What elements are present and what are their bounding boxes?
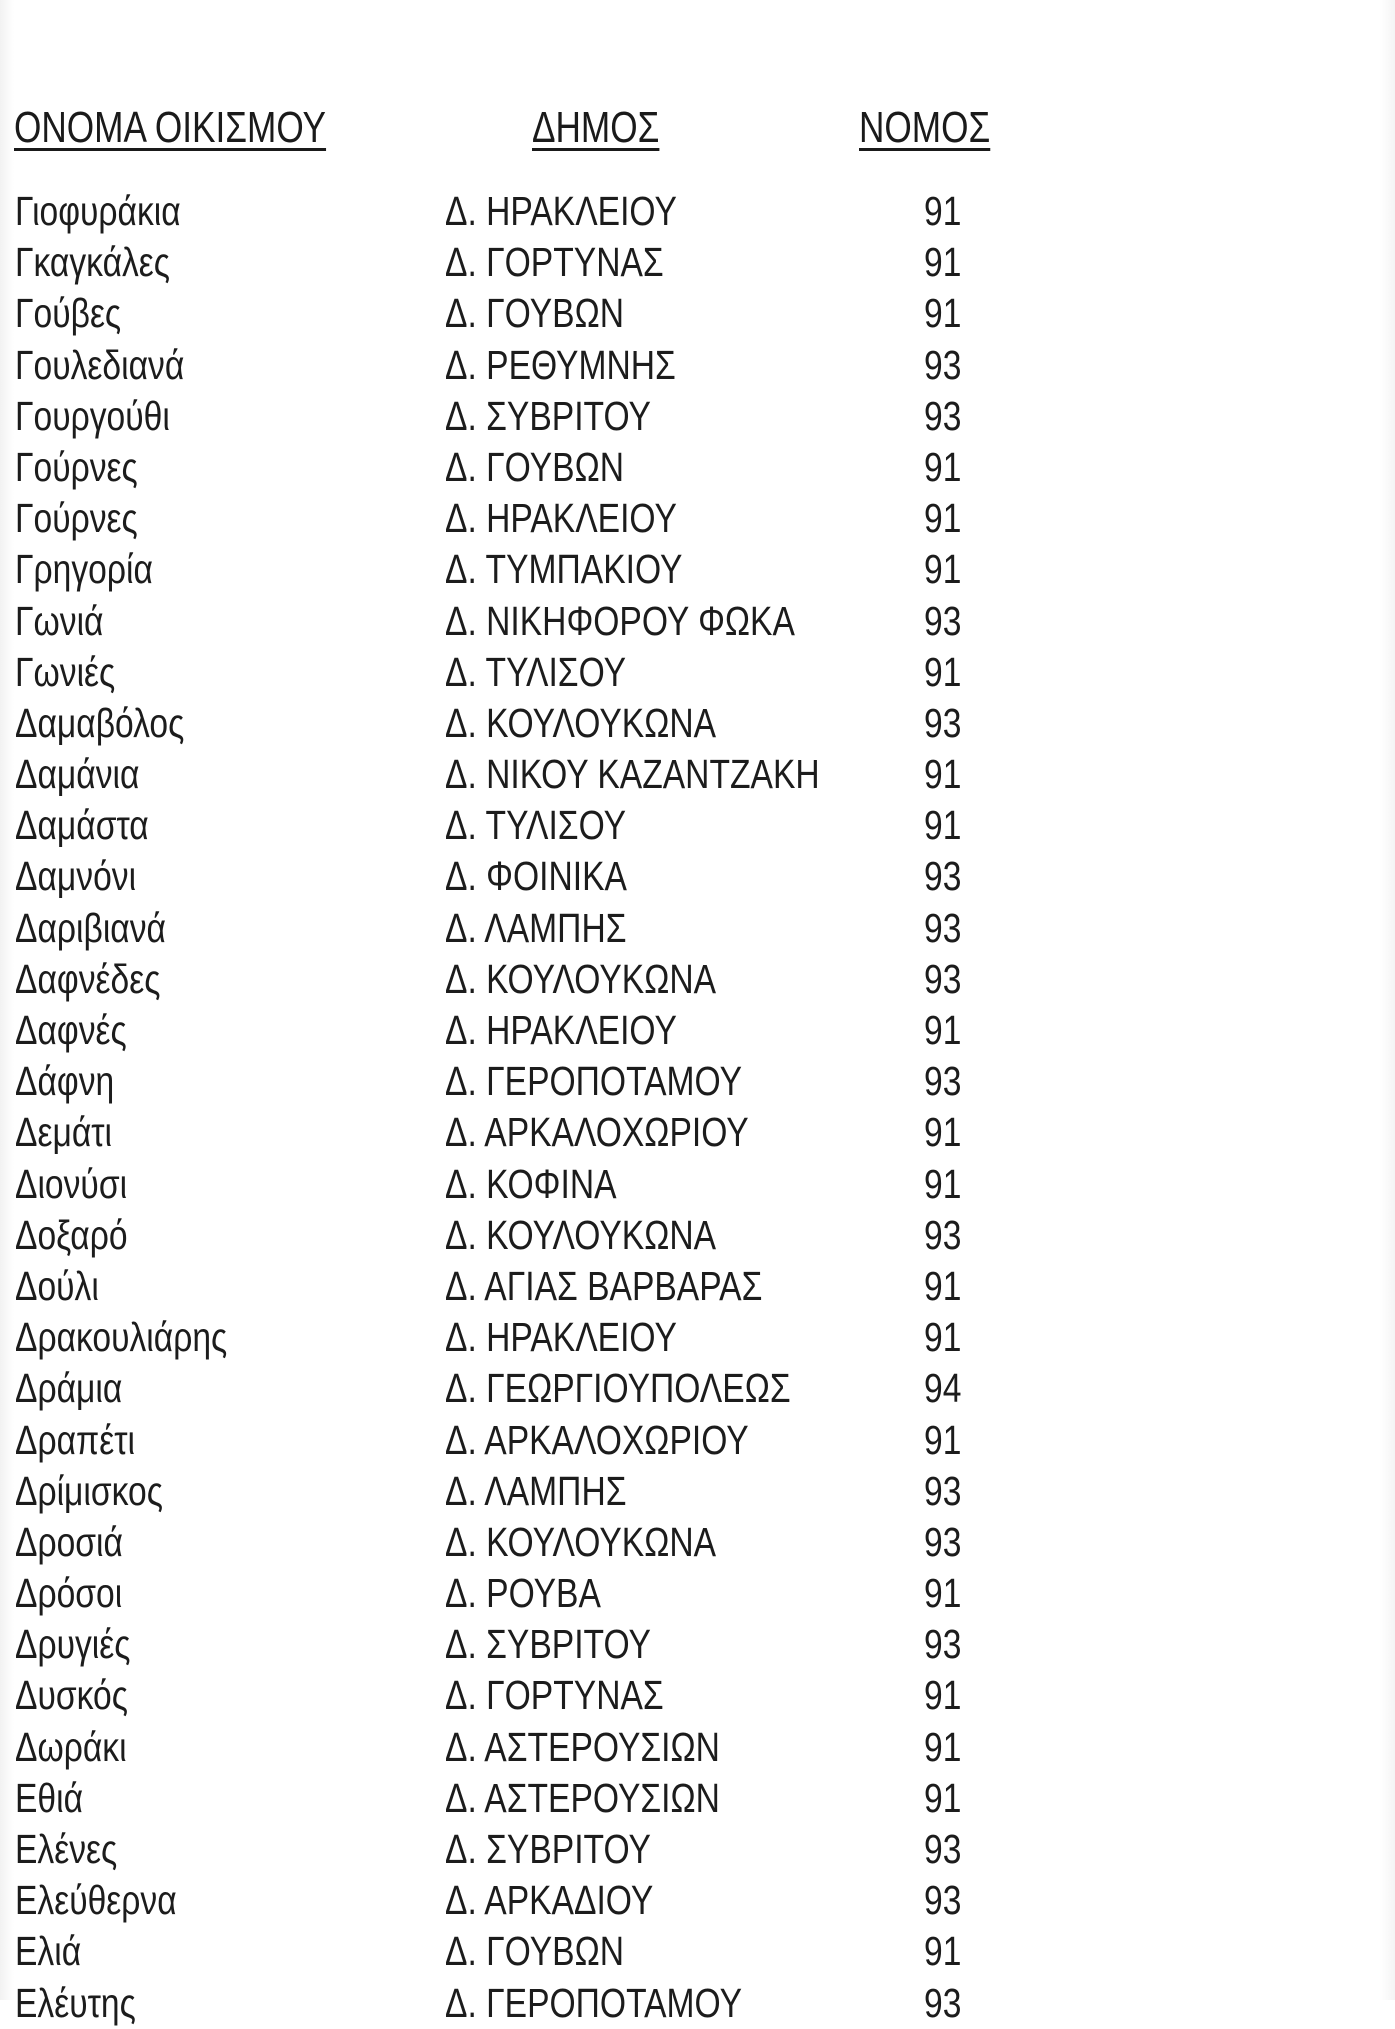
prefecture-code: 93: [924, 597, 962, 644]
prefecture-code: 91: [924, 1928, 962, 1975]
prefecture-code: 94: [924, 1365, 962, 1412]
table-row: [0, 544, 1395, 595]
settlement-list: [0, 186, 1395, 2029]
prefecture-code: 93: [924, 1211, 962, 1258]
table-row: [0, 749, 1395, 800]
settlement-name: Ελιά: [15, 1928, 82, 1975]
table-row: [0, 186, 1395, 237]
prefecture-code: 91: [924, 546, 962, 593]
municipality-name: Δ. ΚΟΥΛΟΥΚΩΝΑ: [445, 955, 717, 1002]
municipality-name: Δ. ΓΕΩΡΓΙΟΥΠΟΛΕΩΣ: [445, 1365, 791, 1412]
table-row: [0, 1824, 1395, 1875]
settlement-name: Γιοφυράκια: [15, 188, 181, 234]
table-row: [0, 442, 1395, 493]
table-row: [0, 1415, 1395, 1466]
municipality-name: Δ. ΡΕΘΥΜΝΗΣ: [445, 341, 676, 388]
settlement-name: Ελέυτης: [15, 1979, 136, 2026]
municipality-name: Δ. ΓΟΡΤΥΝΑΣ: [445, 239, 664, 286]
prefecture-code: 91: [924, 1160, 962, 1207]
table-row: [0, 1312, 1395, 1363]
municipality-name: Δ. ΑΡΚΑΔΙΟΥ: [445, 1877, 654, 1924]
table-row: [0, 1722, 1395, 1773]
table-row: [0, 1056, 1395, 1107]
municipality-name: Δ. ΚΟΦΙΝΑ: [445, 1160, 617, 1207]
municipality-name: Δ. ΛΑΜΠΗΣ: [445, 904, 627, 951]
municipality-name: Δ. ΓΟΥΒΩΝ: [445, 290, 624, 337]
prefecture-code: 91: [924, 1416, 962, 1463]
municipality-name: Δ. ΚΟΥΛΟΥΚΩΝΑ: [445, 1211, 717, 1258]
prefecture-code: 91: [924, 1109, 962, 1156]
settlement-name: Δούλι: [15, 1262, 99, 1309]
table-row: [0, 1466, 1395, 1517]
table-header: [0, 100, 1395, 160]
settlement-name: Γούρνες: [15, 495, 138, 542]
municipality-name: Δ. ΚΟΥΛΟΥΚΩΝΑ: [445, 1518, 717, 1565]
table-row: [0, 1978, 1395, 2029]
settlement-name: Δωράκι: [15, 1723, 127, 1770]
municipality-name: Δ. ΝΙΚΗΦΟΡΟΥ ΦΩΚΑ: [445, 597, 795, 644]
settlement-name: Δρόσοι: [15, 1570, 123, 1617]
municipality-name: Δ. ΤΥΛΙΣΟΥ: [445, 802, 627, 849]
table-row: [0, 391, 1395, 442]
header-municipality: ΔΗΜΟΣ: [532, 103, 660, 152]
municipality-name: Δ. ΝΙΚΟΥ ΚΑΖΑΝΤΖΑΚΗ: [445, 751, 820, 798]
table-row: [0, 596, 1395, 647]
municipality-name: Δ. ΑΓΙΑΣ ΒΑΡΒΑΡΑΣ: [445, 1262, 763, 1309]
municipality-name: Δ. ΣΥΒΡΙΤΟΥ: [445, 1826, 651, 1872]
settlement-name: Δυσκός: [15, 1672, 128, 1719]
table-row: [0, 903, 1395, 954]
table-row: [0, 1210, 1395, 1261]
prefecture-code: 91: [924, 1774, 962, 1821]
settlement-name: Γούρνες: [15, 443, 138, 490]
municipality-name: Δ. ΓΕΡΟΠΟΤΑΜΟΥ: [445, 1058, 743, 1105]
prefecture-code: 91: [924, 1570, 962, 1617]
municipality-name: Δ. ΣΥΒΡΙΤΟΥ: [445, 392, 651, 439]
prefecture-code: 93: [924, 1467, 962, 1514]
table-row: [0, 493, 1395, 544]
municipality-name: Δ. ΑΣΤΕΡΟΥΣΙΩΝ: [445, 1723, 720, 1770]
prefecture-code: 93: [924, 1826, 962, 1872]
table-row: [0, 1619, 1395, 1670]
municipality-name: Δ. ΑΡΚΑΛΟΧΩΡΙΟΥ: [445, 1109, 749, 1156]
municipality-name: Δ. ΓΟΥΒΩΝ: [445, 1928, 624, 1975]
municipality-name: Δ. ΑΣΤΕΡΟΥΣΙΩΝ: [445, 1774, 720, 1821]
settlement-name: Δαφνές: [15, 1007, 127, 1053]
municipality-name: Δ. ΓΟΡΤΥΝΑΣ: [445, 1672, 664, 1719]
prefecture-code: 93: [924, 1621, 962, 1668]
prefecture-code: 93: [924, 1979, 962, 2026]
table-row: [0, 698, 1395, 749]
prefecture-code: 91: [924, 443, 962, 490]
prefecture-code: 91: [924, 239, 962, 286]
municipality-name: Δ. ΗΡΑΚΛΕΙΟΥ: [445, 188, 677, 234]
settlement-name: Δράμια: [15, 1365, 123, 1412]
prefecture-code: 91: [924, 495, 962, 542]
table-row: [0, 1926, 1395, 1977]
municipality-name: Δ. ΗΡΑΚΛΕΙΟΥ: [445, 1007, 677, 1053]
municipality-name: Δ. ΗΡΑΚΛΕΙΟΥ: [445, 495, 677, 542]
settlement-name: Δαμάστα: [15, 802, 149, 849]
table-row: [0, 1363, 1395, 1414]
municipality-name: Δ. ΛΑΜΠΗΣ: [445, 1467, 627, 1514]
settlement-name: Δαμάνια: [15, 751, 140, 798]
municipality-name: Δ. ΓΕΡΟΠΟΤΑΜΟΥ: [445, 1979, 743, 2026]
table-row: [0, 1517, 1395, 1568]
settlement-name: Δρίμισκος: [15, 1467, 163, 1514]
settlement-name: Γουλεδιανά: [15, 341, 185, 388]
prefecture-code: 91: [924, 751, 962, 798]
prefecture-code: 91: [924, 1314, 962, 1361]
prefecture-code: 91: [924, 1672, 962, 1719]
table-row: [0, 851, 1395, 902]
prefecture-code: 93: [924, 341, 962, 388]
header-prefecture: ΝΟΜΟΣ: [859, 103, 991, 152]
settlement-name: Δάφνη: [15, 1058, 115, 1105]
table-row: [0, 288, 1395, 339]
prefecture-code: 93: [924, 699, 962, 746]
settlement-name: Διονύσι: [15, 1160, 128, 1207]
prefecture-code: 93: [924, 1518, 962, 1565]
table-row: [0, 1005, 1395, 1056]
prefecture-code: 91: [924, 290, 962, 337]
table-row: [0, 340, 1395, 391]
municipality-name: Δ. ΚΟΥΛΟΥΚΩΝΑ: [445, 699, 717, 746]
prefecture-code: 93: [924, 904, 962, 951]
settlement-name: Δαριβιανά: [15, 904, 166, 951]
header-settlement-name: ΟΝΟΜΑ ΟΙΚΙΣΜΟΥ: [14, 103, 327, 152]
table-row: [0, 1107, 1395, 1158]
settlement-name: Δαμνόνι: [15, 853, 137, 900]
table-row: [0, 1568, 1395, 1619]
settlement-name: Γωνιές: [15, 648, 116, 695]
table-row: [0, 1261, 1395, 1312]
table-row: [0, 1670, 1395, 1721]
municipality-name: Δ. ΗΡΑΚΛΕΙΟΥ: [445, 1314, 677, 1361]
prefecture-code: 93: [924, 1877, 962, 1924]
prefecture-code: 91: [924, 1007, 962, 1053]
settlement-name: Δαφνέδες: [15, 955, 161, 1002]
prefecture-code: 91: [924, 1262, 962, 1309]
municipality-name: Δ. ΡΟΥΒΑ: [445, 1570, 601, 1617]
settlement-name: Δρυγιές: [15, 1621, 131, 1668]
settlement-name: Δοξαρό: [15, 1211, 128, 1258]
settlement-name: Δροσιά: [15, 1518, 123, 1565]
municipality-name: Δ. ΓΟΥΒΩΝ: [445, 443, 624, 490]
table-row: [0, 1159, 1395, 1210]
table-row: [0, 237, 1395, 288]
prefecture-code: 93: [924, 392, 962, 439]
settlement-name: Γωνιά: [15, 597, 104, 644]
municipality-name: Δ. ΤΥΜΠΑΚΙΟΥ: [445, 546, 683, 593]
prefecture-code: 93: [924, 955, 962, 1002]
municipality-name: Δ. ΑΡΚΑΛΟΧΩΡΙΟΥ: [445, 1416, 749, 1463]
settlement-name: Γκαγκάλες: [15, 239, 171, 286]
settlement-name: Γούβες: [15, 290, 122, 337]
settlement-name: Δρακουλιάρης: [15, 1314, 228, 1361]
settlement-name: Δεμάτι: [15, 1109, 113, 1156]
settlement-name: Δραπέτι: [15, 1416, 135, 1463]
settlement-name: Γουργούθι: [15, 392, 170, 439]
settlement-name: Δαμαβόλος: [15, 699, 185, 746]
table-row: [0, 800, 1395, 851]
prefecture-code: 91: [924, 188, 962, 234]
settlement-name: Ελεύθερνα: [15, 1877, 177, 1924]
municipality-name: Δ. ΤΥΛΙΣΟΥ: [445, 648, 627, 695]
table-row: [0, 954, 1395, 1005]
table-row: [0, 1773, 1395, 1824]
municipality-name: Δ. ΣΥΒΡΙΤΟΥ: [445, 1621, 651, 1668]
table-row: [0, 647, 1395, 698]
prefecture-code: 91: [924, 802, 962, 849]
prefecture-code: 91: [924, 648, 962, 695]
settlement-name: Γρηγορία: [15, 546, 153, 593]
settlement-name: Ελένες: [15, 1826, 118, 1872]
settlement-name: Εθιά: [15, 1774, 84, 1821]
municipality-name: Δ. ΦΟΙΝΙΚΑ: [445, 853, 627, 900]
prefecture-code: 93: [924, 1058, 962, 1105]
prefecture-code: 91: [924, 1723, 962, 1770]
prefecture-code: 93: [924, 853, 962, 900]
table-row: [0, 1875, 1395, 1926]
